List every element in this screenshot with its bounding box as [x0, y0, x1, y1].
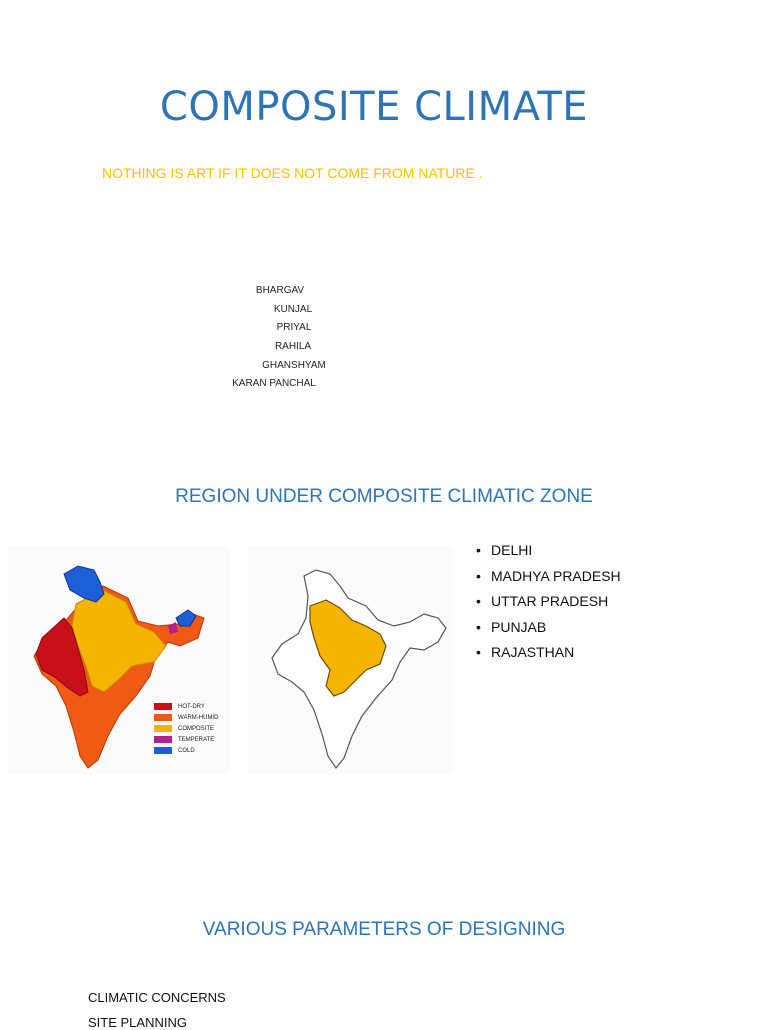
list-item	[476, 566, 621, 592]
legend-item	[154, 723, 234, 734]
legend-label: TEMPERATE	[178, 736, 215, 743]
region-name: DELHI	[491, 542, 533, 558]
author-name: KARAN PANCHAL	[232, 378, 316, 389]
legend-label: COMPOSITE	[178, 725, 215, 732]
legend-swatch	[154, 703, 172, 710]
section-heading-regions: REGION UNDER COMPOSITE CLIMATIC ZONE	[175, 486, 593, 507]
page-title: COMPOSITE CLIMATE	[159, 84, 589, 130]
region-name: PUNJAB	[491, 618, 547, 635]
parameter-item: SITE PLANNING	[88, 1015, 187, 1030]
legend-label: WARM-HUMID	[178, 714, 219, 721]
legend-item	[154, 734, 234, 745]
author-name: GHANSHYAM	[262, 360, 326, 371]
legend-swatch	[154, 725, 172, 732]
legend-swatch	[154, 736, 172, 743]
region-name: RAJASTHAN	[491, 644, 575, 660]
region-list	[476, 540, 621, 668]
legend-label: COLD	[178, 747, 195, 754]
india-outline-illustration	[248, 546, 453, 774]
legend-item	[154, 712, 234, 723]
list-item	[476, 617, 621, 643]
legend-label: HOT-DRY	[178, 703, 205, 710]
bullet-icon: •	[476, 644, 481, 660]
bullet-icon: •	[476, 618, 481, 635]
section-heading-parameters: VARIOUS PARAMETERS OF DESIGNING	[202, 919, 566, 940]
region-name: MADHYA PRADESH	[491, 567, 621, 584]
composite-zone-map	[248, 546, 453, 774]
region-name: UTTAR PRADESH	[491, 593, 609, 609]
legend-item	[154, 745, 234, 756]
legend-item	[154, 701, 234, 712]
subtitle-quote: NOTHING IS ART IF IT DOES NOT COME FROM NATURE .	[102, 165, 483, 181]
bullet-icon: •	[476, 542, 481, 558]
list-item	[476, 540, 621, 566]
legend-swatch	[154, 747, 172, 754]
parameter-item: CLIMATIC CONCERNS	[88, 990, 226, 1005]
author-name: BHARGAV	[255, 285, 305, 296]
author-name: PRIYAL	[276, 322, 312, 333]
bullet-icon: •	[476, 593, 481, 609]
map-legend	[154, 701, 234, 756]
author-name: KUNJAL	[273, 304, 313, 315]
legend-swatch	[154, 714, 172, 721]
list-item	[476, 591, 621, 617]
india-climate-zones-map	[8, 546, 230, 774]
author-name: RAHILA	[274, 341, 312, 352]
list-item	[476, 642, 621, 668]
bullet-icon: •	[476, 567, 481, 584]
